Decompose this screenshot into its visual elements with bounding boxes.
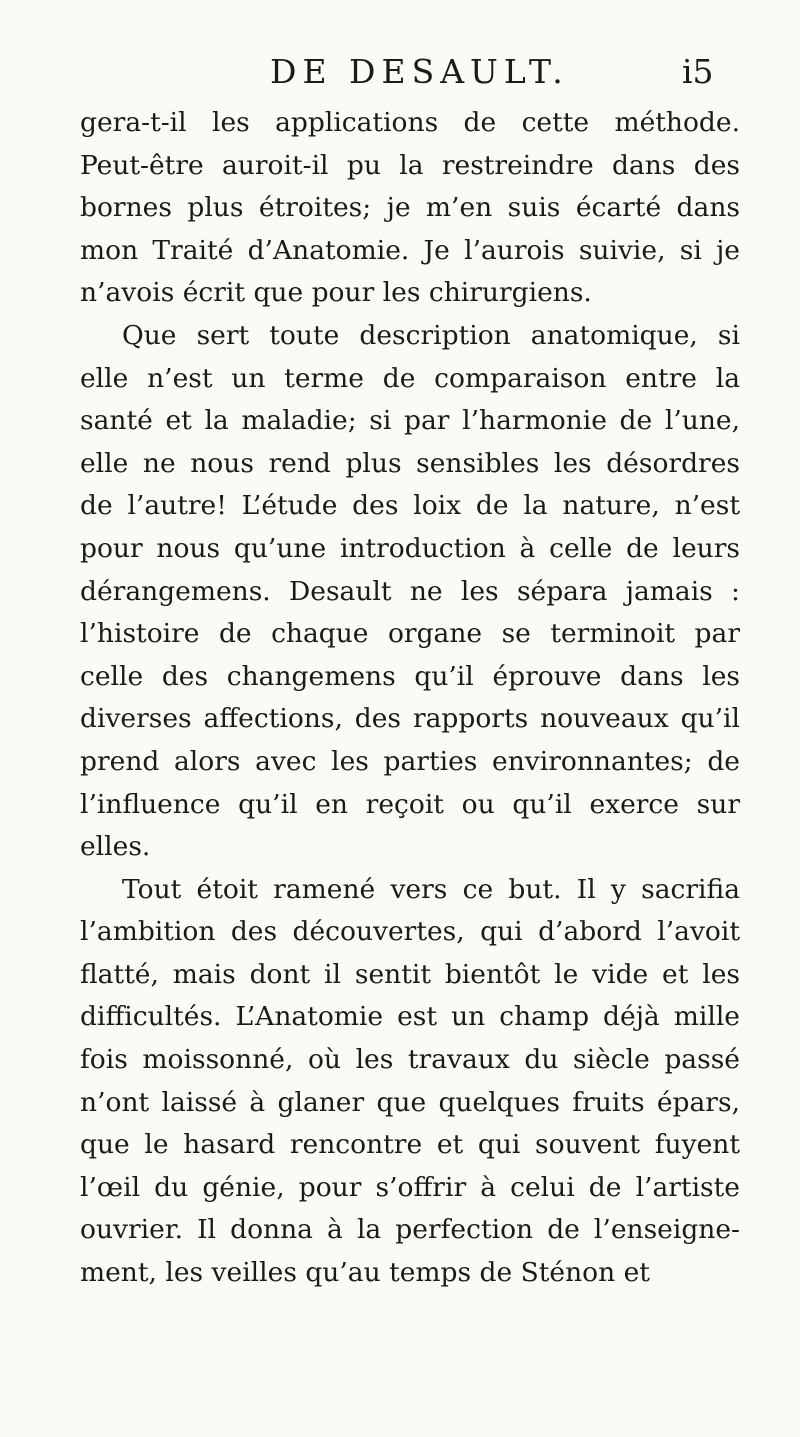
body-text <box>80 102 740 1295</box>
text-line: flatté, mais dont il sentit bientôt le vide et les <box>80 958 740 990</box>
text-line: santé et la maladie; si par l’harmonie de l’une, <box>80 405 740 437</box>
text-line: ment, les veilles qu’au temps de Sténon et <box>80 1257 650 1289</box>
text-line: l’influence qu’il en reçoit ou qu’il exerce sur <box>80 788 740 820</box>
text-line: Que sert toute description anatomique, si <box>122 319 740 351</box>
text-line: dérangemens. Desault ne les sépara jamais : <box>80 575 740 607</box>
text-line: l’ambition des découvertes, qui d’abord l’avoit <box>80 916 740 948</box>
text-line: de l’autre! L’étude des loix de la nature, n’est <box>80 490 740 522</box>
text-line: prend alors avec les parties environnantes; de <box>80 745 740 777</box>
text-line: fois moissonné, où les travaux du siècle passé <box>80 1044 740 1076</box>
text-line: l’histoire de chaque organe se terminoit par <box>80 618 740 650</box>
text-line: l’œil du génie, pour s’offrir à celui de l’artiste <box>80 1171 740 1203</box>
text-line: difficultés. L’Anatomie est un champ déjà mille <box>80 1001 740 1033</box>
text-line: celle des changemens qu’il éprouve dans les <box>80 660 740 692</box>
page-number: i5 <box>682 52 714 91</box>
text-line: gera-t-il les applications de cette méthode. <box>80 107 740 138</box>
text-line: elles. <box>80 831 151 863</box>
text-line: que le hasard rencontre et qui souvent fuyent <box>80 1129 740 1161</box>
text-line: mon Traité d’Anatomie. Je l’aurois suivie, si je <box>80 234 740 266</box>
text-line: ouvrier. Il donna à la perfection de l’enseigne- <box>80 1214 740 1246</box>
running-title: DE DESAULT. <box>270 52 569 91</box>
text-line: Tout étoit ramené vers ce but. Il y sacrifia <box>122 873 740 905</box>
text-line: diverses affections, des rapports nouveaux qu’il <box>80 703 740 735</box>
running-head <box>0 48 800 96</box>
text-line: Peut-être auroit-il pu la restreindre dans des <box>80 149 740 181</box>
text-line: n’avois écrit que pour les chirurgiens. <box>80 277 592 309</box>
text-line: bornes plus étroites; je m’en suis écarté dans <box>80 192 740 224</box>
text-line: pour nous qu’une introduction à celle de leurs <box>80 532 740 564</box>
text-line: n’ont laissé à glaner que quelques fruits épars, <box>80 1086 740 1118</box>
text-line: elle ne nous rend plus sensibles les désordres <box>80 447 740 479</box>
text-line: elle n’est un terme de comparaison entre la <box>80 362 740 394</box>
